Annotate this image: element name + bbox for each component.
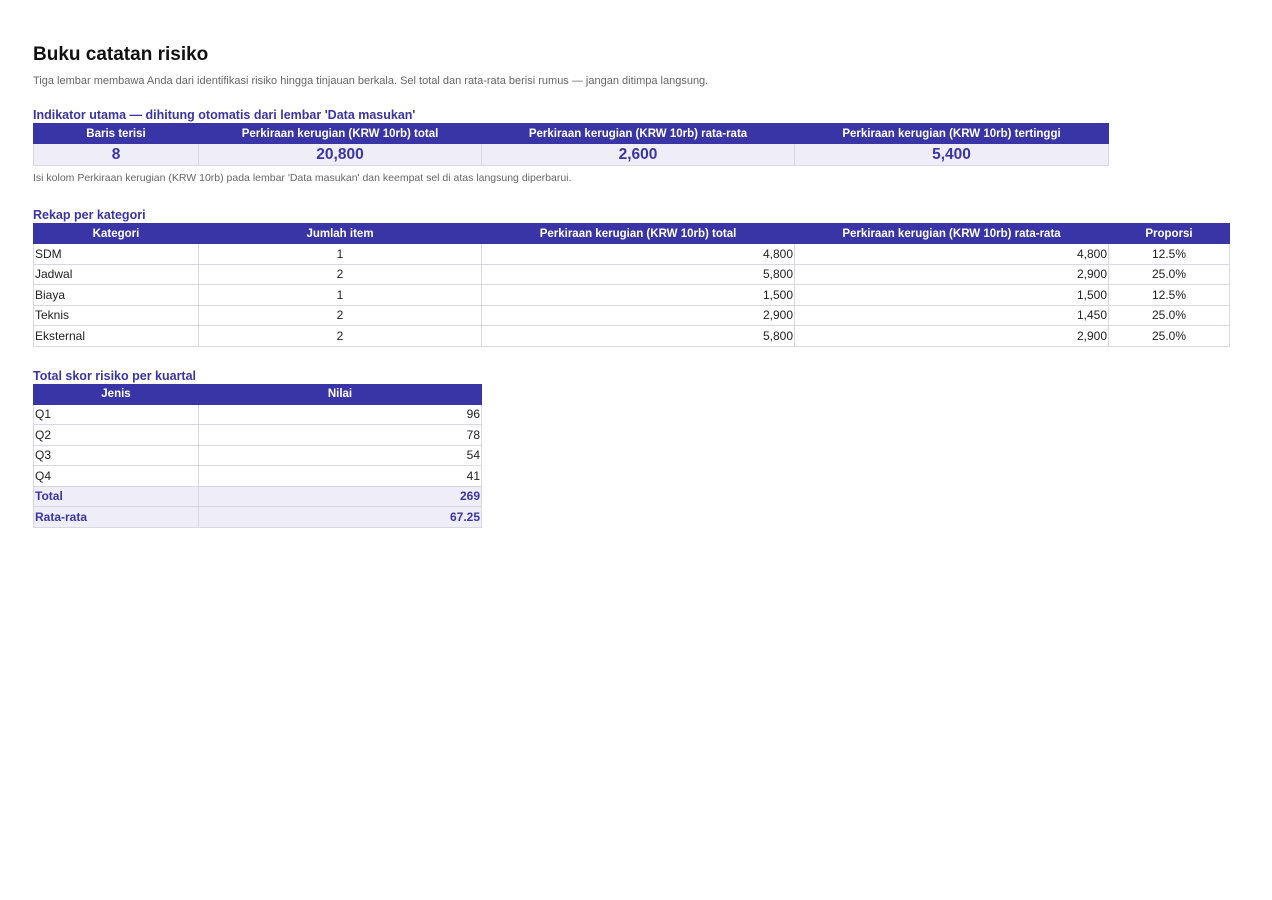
loss-average-cell[interactable]: 1,450	[795, 305, 1109, 326]
loss-average-cell[interactable]: 2,900	[795, 326, 1109, 347]
table-row	[34, 425, 482, 446]
loss-total-cell[interactable]: 4,800	[482, 244, 795, 265]
count-cell[interactable]: 1	[199, 244, 482, 265]
loss-total-cell[interactable]: 1,500	[482, 285, 795, 306]
quarter-section	[33, 368, 1230, 528]
category-header-row	[34, 224, 1230, 244]
kpi-value-loss-average[interactable]: 2,600	[482, 144, 795, 166]
loss-average-cell[interactable]: 2,900	[795, 264, 1109, 285]
category-cell[interactable]: Biaya	[34, 285, 199, 306]
category-cell[interactable]: Teknis	[34, 305, 199, 326]
table-row	[34, 305, 1230, 326]
loss-total-cell[interactable]: 5,800	[482, 264, 795, 285]
category-header-proporsi: Proporsi	[1109, 224, 1230, 244]
category-section-title: Rekap per kategori	[33, 208, 146, 222]
proportion-cell[interactable]: 25.0%	[1109, 305, 1230, 326]
table-row	[34, 466, 482, 487]
count-cell[interactable]: 2	[199, 264, 482, 285]
table-row	[34, 264, 1230, 285]
count-cell[interactable]: 2	[199, 326, 482, 347]
count-cell[interactable]: 1	[199, 285, 482, 306]
loss-total-cell[interactable]: 2,900	[482, 305, 795, 326]
category-header-jumlah: Jumlah item	[199, 224, 482, 244]
total-value-cell[interactable]: 269	[199, 486, 482, 507]
category-cell[interactable]: Eksternal	[34, 326, 199, 347]
loss-average-cell[interactable]: 4,800	[795, 244, 1109, 265]
quarter-header-row	[34, 384, 482, 404]
quarter-label-cell[interactable]: Q4	[34, 466, 199, 487]
kpi-value-filled-rows[interactable]: 8	[34, 144, 199, 166]
quarter-value-cell[interactable]: 54	[199, 445, 482, 466]
kpi-section	[33, 107, 1230, 186]
category-table	[33, 223, 1230, 347]
kpi-value-row	[34, 144, 1109, 166]
table-row	[34, 326, 1230, 347]
table-row	[34, 445, 482, 466]
kpi-header-loss-total: Perkiraan kerugian (KRW 10rb) total	[199, 124, 482, 144]
proportion-cell[interactable]: 12.5%	[1109, 285, 1230, 306]
table-row	[34, 404, 482, 425]
kpi-header-filled-rows: Baris terisi	[34, 124, 199, 144]
kpi-note: Isi kolom Perkiraan kerugian (KRW 10rb) pada lembar 'Data masukan' dan keempat sel di atas langsung diperbarui.	[33, 172, 572, 184]
table-row	[34, 244, 1230, 265]
proportion-cell[interactable]: 25.0%	[1109, 326, 1230, 347]
page-title: Buku catatan risiko	[33, 44, 209, 65]
kpi-value-loss-total[interactable]: 20,800	[199, 144, 482, 166]
average-value-cell[interactable]: 67.25	[199, 507, 482, 528]
category-cell[interactable]: SDM	[34, 244, 199, 265]
quarter-header-jenis: Jenis	[34, 384, 199, 404]
total-row	[34, 486, 482, 507]
quarter-label-cell[interactable]: Q3	[34, 445, 199, 466]
kpi-header-loss-average: Perkiraan kerugian (KRW 10rb) rata-rata	[482, 124, 795, 144]
category-header-loss-average: Perkiraan kerugian (KRW 10rb) rata-rata	[795, 224, 1109, 244]
quarter-table	[33, 384, 482, 528]
kpi-header-row	[34, 124, 1109, 144]
kpi-section-title: Indikator utama — dihitung otomatis dari lembar 'Data masukan'	[33, 108, 416, 122]
quarter-section-title: Total skor risiko per kuartal	[33, 368, 197, 383]
quarter-value-cell[interactable]: 41	[199, 466, 482, 487]
quarter-value-cell[interactable]: 96	[199, 404, 482, 425]
quarter-header-nilai: Nilai	[199, 384, 482, 404]
table-row	[34, 285, 1230, 306]
kpi-value-loss-max[interactable]: 5,400	[795, 144, 1109, 166]
report-page	[33, 42, 1230, 528]
count-cell[interactable]: 2	[199, 305, 482, 326]
loss-average-cell[interactable]: 1,500	[795, 285, 1109, 306]
quarter-value-cell[interactable]: 78	[199, 425, 482, 446]
category-header-loss-total: Perkiraan kerugian (KRW 10rb) total	[482, 224, 795, 244]
kpi-header-loss-max: Perkiraan kerugian (KRW 10rb) tertinggi	[795, 124, 1109, 144]
average-label-cell[interactable]: Rata-rata	[34, 507, 199, 528]
proportion-cell[interactable]: 12.5%	[1109, 244, 1230, 265]
quarter-label-cell[interactable]: Q2	[34, 425, 199, 446]
quarter-label-cell[interactable]: Q1	[34, 404, 199, 425]
average-row	[34, 507, 482, 528]
total-label-cell[interactable]: Total	[34, 486, 199, 507]
loss-total-cell[interactable]: 5,800	[482, 326, 795, 347]
category-section	[33, 207, 1230, 347]
kpi-table	[33, 123, 1109, 166]
page-subtitle: Tiga lembar membawa Anda dari identifikasi risiko hingga tinjauan berkala. Sel total dan rata-rata berisi rumus — jangan ditimpa langsung.	[33, 75, 709, 87]
category-cell[interactable]: Jadwal	[34, 264, 199, 285]
proportion-cell[interactable]: 25.0%	[1109, 264, 1230, 285]
category-header-kategori: Kategori	[34, 224, 199, 244]
